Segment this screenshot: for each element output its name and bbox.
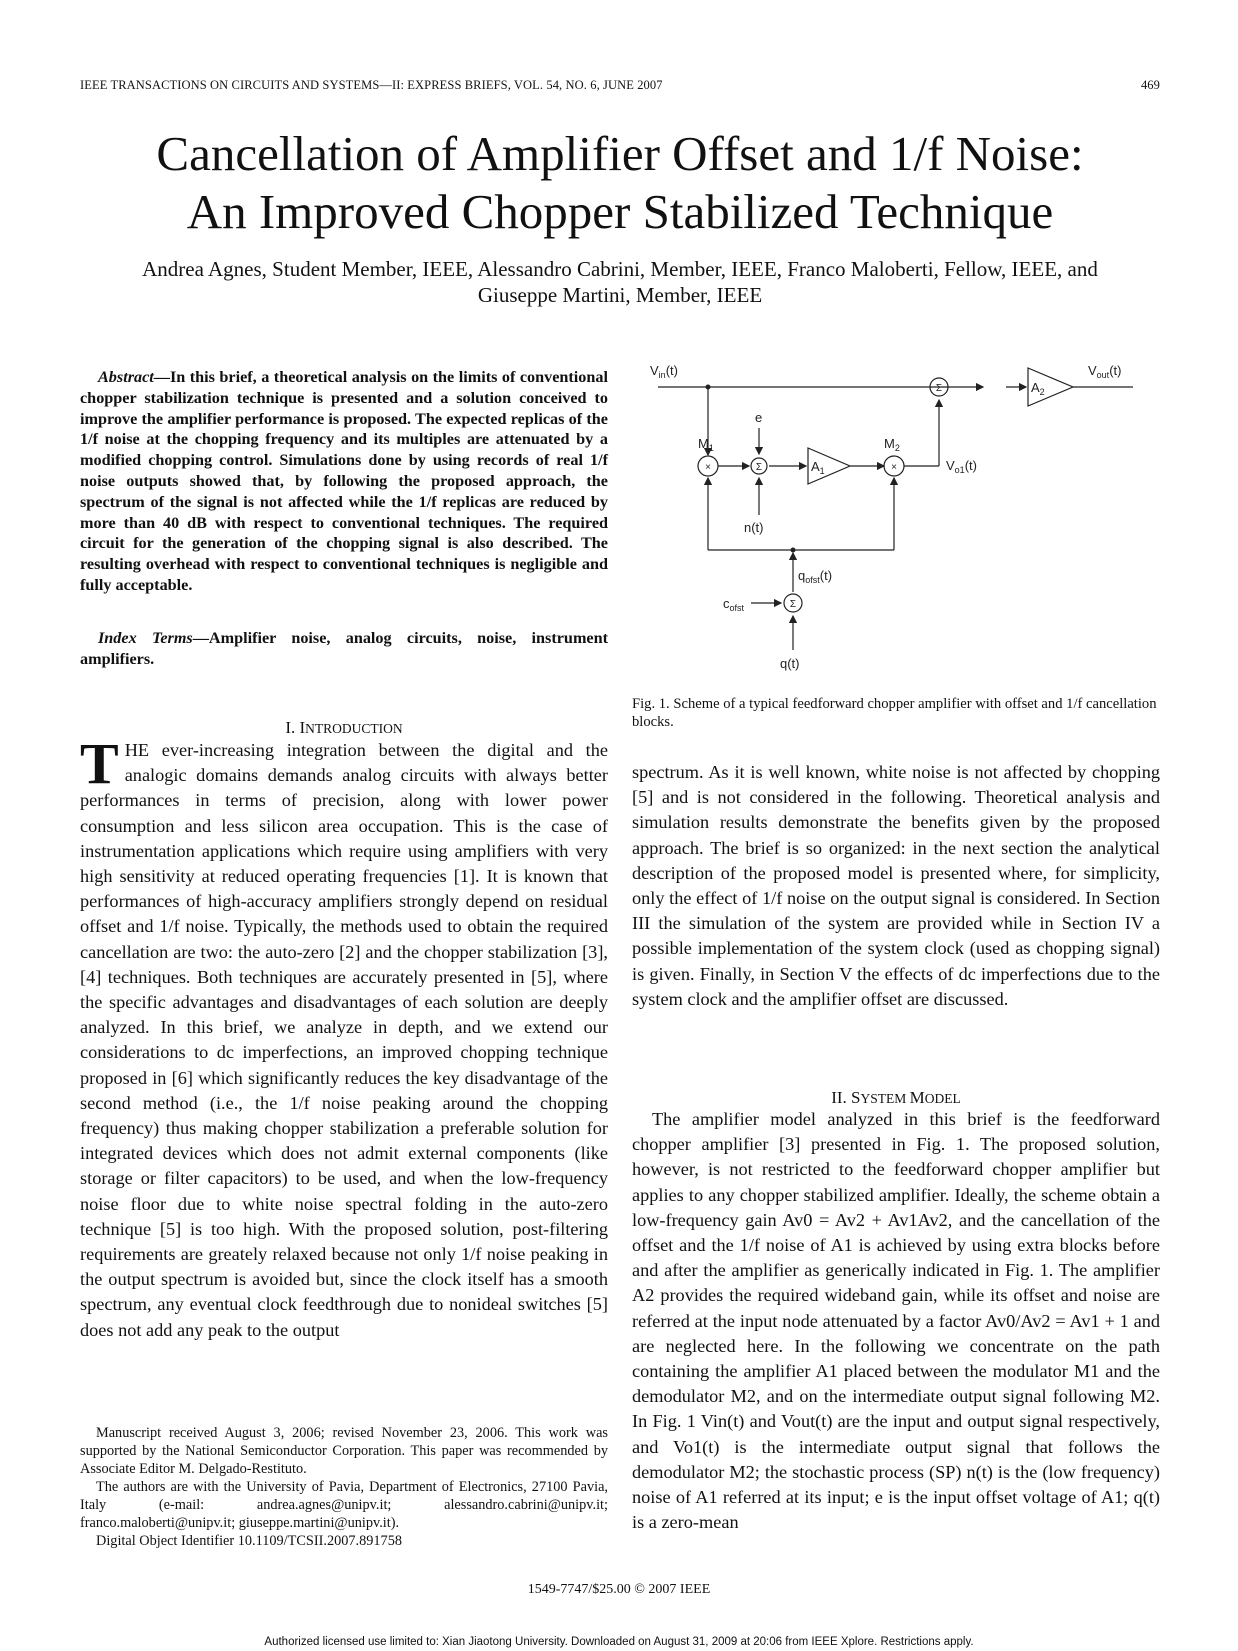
abstract [80,367,608,596]
introduction-text: THE ever-increasing integration between the digital and the analogic domains demands analog circuits with always better performances in terms of precision, along with lower power consumption and less silicon area occupation. This is the case of instrumentation applications which require using amplifiers with very high sensitivity at reduced operating frequencies [1]. It is known that performances of high-accuracy amplifiers strongly depend on residual offset and 1/f noise. Typically, the methods used to obtain the required cancellation are two: the auto-zero [2] and the chopper stabilization [3], [4] techniques. Both techniques are accurately presented in [5], where the specific advantages and disadvantages of each solution are deeply analyzed. In this brief, we analyze in depth, and we extend our considerations to dc imperfections, an improved chopping technique proposed in [6] which significantly reduces the key disadvantage of the second method (i.e., the 1/f noise peaking around the chopping frequency) thus making chopper stabilization a preferable solution for integrated devices which does not admit external components (like storage or filter capacitors) to be used, and when the low-frequency noise floor due to white noise spectral folding in the auto-zero technique [5] is too high. With the proposed solution, post-filtering requirements are greately relaxed because not only 1/f noise peaking in the output spectrum is avoided but, since the clock itself has a smooth spectrum, any eventual clock feedthrough due to nonideal switches [5] does not add any peak to the output [80,731,608,1340]
journal-name: IEEE TRANSACTIONS ON CIRCUITS AND SYSTEMS—II: EXPRESS BRIEFS, VOL. 54, NO. 6, JUNE 2007 [80,78,663,92]
page-number: 469 [1140,78,1160,92]
section-1-heading: I. INTRODUCTION [285,718,403,737]
m1-label: $M_1$ [698,436,714,453]
qt-label: q(t) [780,656,800,671]
svg-text:Σ: Σ [935,383,943,394]
title-line-1: Cancellation of Amplifier Offset and 1/f Noise: [156,126,1084,181]
index-terms-label: Index Terms [98,629,193,647]
abstract-label: Abstract [98,368,154,386]
section-2-heading: II. SYSTEM MODEL [831,1088,961,1107]
vin-label: $V_{in}(t)$ [650,363,678,380]
abstract-text: —In this brief, a theoretical analysis on the limits of conventional chopper stabilization technique is presented and a solution conceived to improve the amplifier performance is proposed. The expected replicas of the 1/f noise at the chopping frequency and its multiples are attenuated by a modified chopping control. Simulations done by using records of real 1/f noise outputs showed that, by following the proposed approach, the spectrum of the signal is not affected while the 1/f replicas are reduced by more than 40 dB with respect to conventional techniques. The required circuit for the generation of the chopping signal is also described. The resulting overhead with respect to conventional techniques is negligible and fully acceptable. [80,368,608,594]
author-list [60,256,1180,308]
qofst-label: $q_{ofst}(t)$ [798,568,833,585]
running-header [80,78,1160,93]
paper-title [60,125,1180,241]
svg-text:Σ: Σ [789,599,797,610]
introduction-continued: spectrum. As it is well known, white noise is not affected by chopping [5] and is not considered in the following. Theoretical analysis and simulation results demonstrate the benefits given by the proposed approach. The brief is so organized: in the next section the analytical description of the proposed model is presented where, for simplicity, only the effect of 1/f noise on the output signal is considered. In Section III the simulation of the system are provided while in Section IV a possible implementation of the system clock (used as chopping signal) is given. Finally, in Section V the effects of dc imperfections due to the system clock and the amplifier offset are discussed. [632,762,1160,1009]
footnote-manuscript: Manuscript received August 3, 2006; revised November 23, 2006. This work was supported by the National Semiconductor Corporation. This paper was recommended by Associate Editor M. Delgado-Restituto. [80,1425,608,1477]
vout-label: $V_{out}(t)$ [1088,363,1122,380]
a2-label: $A_2$ [1031,380,1045,397]
footnote-affiliation: The authors are with the University of Pavia, Department of Electronics, 27100 Pavia, Italy (e-mail: andrea.agnes@unipv.it; alessandro.cabrini@unipv.it; franco.maloberti@unipv.it; giuseppe.martini@unipv.it). [80,1479,608,1531]
figure-1-caption: Fig. 1. Scheme of a typical feedforward chopper amplifier with offset and 1/f cancellation blocks. [632,696,1157,730]
svg-text:×: × [705,462,711,473]
footnote-doi: Digital Object Identifier 10.1109/TCSII.2007.891758 [96,1533,403,1549]
authors-line-1: Andrea Agnes, Student Member, IEEE, Alessandro Cabrini, Member, IEEE, Franco Maloberti, Fellow, IEEE, and [142,257,1098,281]
offset-e-label: e [755,410,763,425]
a1-label: $A_1$ [811,459,825,476]
system-model-text: The amplifier model analyzed in this brief is the feedforward chopper amplifier [3] presented in Fig. 1. The proposed solution, however, is not restricted to the feedforward chopper amplifier but applies to any chopper stabilized amplifier. Ideally, the scheme obtain a low-frequency gain Av0 = Av2 + Av1Av2, and the cancellation of the offset and the 1/f noise of A1 is achieved by using extra blocks before and after the amplifier as generically indicated in Fig. 1. The amplifier A2 provides the required wideband gain, while its offset and noise are referred at the input node attenuated by a factor Av0/Av2 = Av1 + 1 and are neglected here. In the following we concentrate on the path containing the amplifier A1 placed between the modulator M1 and the demodulator M2, and on the intermediate output signal following M2. In Fig. 1 Vin(t) and Vout(t) are the input and output signal respectively, and Vo1(t) is the intermediate output signal that follows the demodulator M2; the stochastic process (SP) n(t) is the (low frequency) noise of A1 referred at its input; e is the input offset voltage of A1; q(t) is a zero-mean [632,1109,1160,1533]
footnote [80,1424,608,1550]
authors-line-2: Giuseppe Martini, Member, IEEE [477,283,763,307]
cofst-label: $c_{ofst}$ [723,596,745,613]
vo1-label: $V_{o1}(t)$ [946,458,977,475]
m2-label: $M_2$ [884,436,900,453]
copyright-line: 1549-7747/$25.00 © 2007 IEEE [527,1582,711,1597]
figure-1-diagram [648,360,1148,680]
title-line-2: An Improved Chopper Stabilized Technique [186,184,1054,239]
svg-text:Σ: Σ [755,462,763,473]
index-terms-text: —Amplifier noise, analog circuits, noise, instrument amplifiers. [80,629,609,668]
noise-label: n(t) [744,520,764,535]
dropcap: T [80,731,119,796]
license-notice: Authorized licensed use limited to: Xian Jiaotong University. Downloaded on August 31, 2009 at 20:06 from IEEE Xplore. Restrictions apply. [264,1636,974,1648]
svg-text:×: × [891,462,897,473]
index-terms [80,628,608,670]
